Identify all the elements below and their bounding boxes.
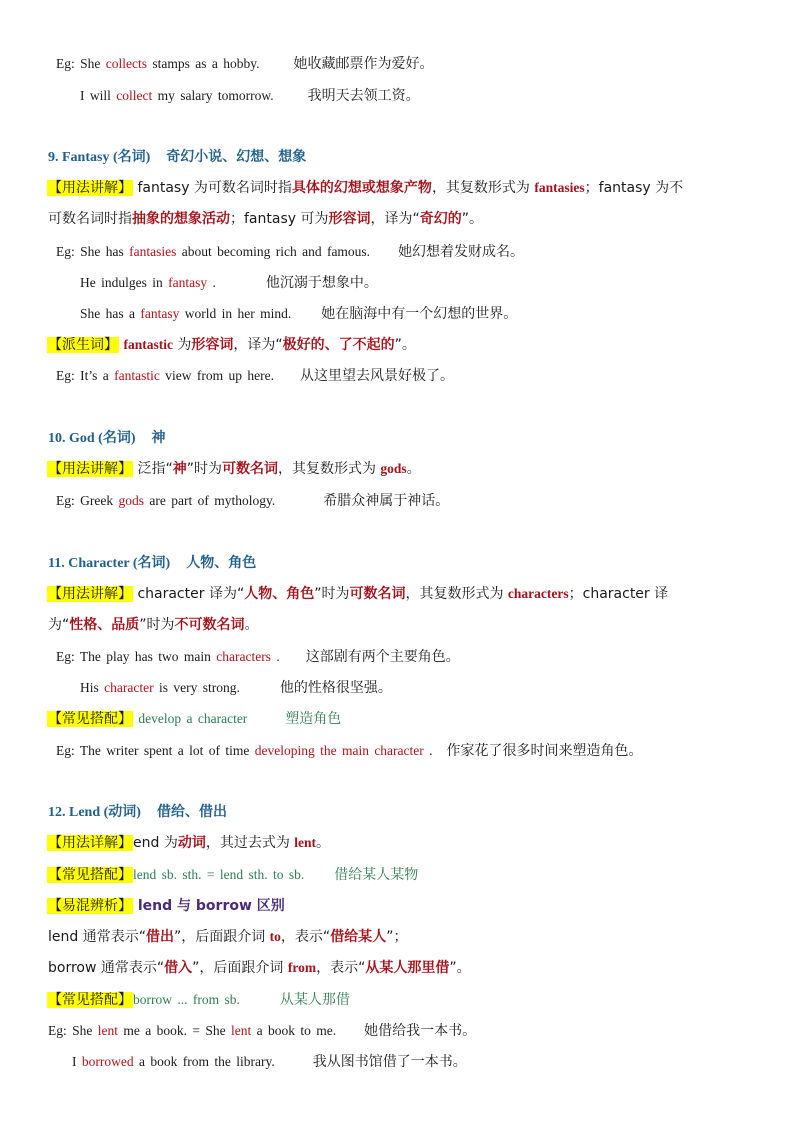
highlight: 从某人那里借 xyxy=(365,960,450,976)
example-en: about becoming rich and famous. xyxy=(176,244,371,259)
example-en: His xyxy=(80,680,105,695)
highlight: 抽象的想象活动 xyxy=(132,211,230,227)
confusable-analysis xyxy=(47,896,285,917)
example-en: are part of mythology. xyxy=(144,493,276,508)
example-sentence xyxy=(56,366,454,387)
common-collocation xyxy=(47,990,350,1011)
example-en: . xyxy=(270,649,280,664)
translation: 他的性格很坚强。 xyxy=(279,680,392,696)
section-heading-fantasy xyxy=(48,147,306,168)
highlight: characters xyxy=(507,586,569,601)
collocation-meaning: 从某人那借 xyxy=(279,992,350,1008)
text: ，其复数形式为 xyxy=(431,180,535,196)
confusable-title: lend 与 borrow 区别 xyxy=(133,898,285,914)
example-sentence xyxy=(56,741,643,762)
usage-explanation xyxy=(47,459,421,480)
example-en: Eg: It’s a xyxy=(56,368,115,383)
example-en: . xyxy=(207,275,216,290)
example-en: world in her mind. xyxy=(179,306,292,321)
usage-tag: 【用法讲解】 xyxy=(48,180,132,196)
highlight: 动词 xyxy=(177,835,206,851)
text: ，其复数形式为 xyxy=(405,586,508,602)
heading-word: 11. Character (名词) xyxy=(48,556,171,571)
highlight: 性格、品质 xyxy=(69,617,140,633)
keyword: lent xyxy=(230,1023,252,1038)
collocation-tag: 【常见搭配】 xyxy=(48,867,132,883)
text: 。 xyxy=(406,461,421,477)
translation: 作家花了很多时间来塑造角色。 xyxy=(446,743,643,759)
usage-explanation xyxy=(48,927,407,948)
example-sentence xyxy=(56,54,433,75)
example-en: me a book. = She xyxy=(118,1023,231,1038)
example-en: . xyxy=(423,743,433,758)
text: ”时为 xyxy=(139,617,175,633)
example-en: Eg: The play has two main xyxy=(56,649,217,664)
collocation-phrase: borrow ... from sb. xyxy=(133,992,240,1007)
derivative-tag: 【派生词】 xyxy=(48,337,118,353)
heading-meaning: 人物、角色 xyxy=(186,555,257,571)
highlight: 奇幻的 xyxy=(419,211,462,227)
example-en: Eg: She xyxy=(56,56,106,71)
common-collocation xyxy=(47,709,341,730)
highlight: 形容词 xyxy=(191,337,234,353)
text: ；fantasy 可为 xyxy=(230,211,329,227)
example-en: Eg: Greek xyxy=(56,493,119,508)
example-en: Eg: She xyxy=(48,1023,98,1038)
example-sentence xyxy=(56,647,460,668)
keyword: character xyxy=(104,680,154,695)
heading-meaning: 奇幻小说、幻想、想象 xyxy=(166,149,307,165)
keyword: gods xyxy=(118,493,144,508)
section-heading-lend xyxy=(48,802,227,823)
example-en: stamps as a hobby. xyxy=(146,56,260,71)
usage-explanation xyxy=(47,584,668,605)
keyword: developing the main character xyxy=(254,743,424,758)
highlight: 借出 xyxy=(145,929,174,945)
usage-explanation xyxy=(47,178,683,199)
highlight: 形容词 xyxy=(328,211,371,227)
example-en: He indulges in xyxy=(80,275,169,290)
collocation-tag: 【常见搭配】 xyxy=(48,992,132,1008)
text: ”。 xyxy=(461,211,484,227)
text: ，其复数形式为 xyxy=(277,461,381,477)
text: 可数名词时指 xyxy=(48,211,132,227)
text: 为“ xyxy=(48,617,70,633)
keyword: characters xyxy=(216,649,271,664)
example-en: is very strong. xyxy=(153,680,240,695)
usage-explanation xyxy=(48,615,259,636)
usage-explanation xyxy=(47,833,330,854)
example-sentence xyxy=(80,273,378,294)
example-en: a book from the library. xyxy=(133,1054,275,1069)
example-sentence xyxy=(48,1021,476,1042)
keyword: collect xyxy=(116,88,153,103)
highlight: 具体的幻想或想象产物 xyxy=(291,180,432,196)
highlight: 可数名词 xyxy=(349,586,406,602)
text: ；fantasy 为不 xyxy=(584,180,684,196)
text: ”时为 xyxy=(314,586,350,602)
translation: 她借给我一本书。 xyxy=(364,1023,477,1039)
text: borrow 通常表示“ xyxy=(48,960,165,976)
keyword: borrowed xyxy=(81,1054,134,1069)
translation: 她在脑海中有一个幻想的世界。 xyxy=(321,306,518,322)
text: character 译为“ xyxy=(133,586,245,602)
translation: 这部剧有两个主要角色。 xyxy=(305,649,460,665)
translation: 从这里望去风景好极了。 xyxy=(299,368,454,384)
translation: 他沉溺于想象中。 xyxy=(265,275,378,291)
usage-explanation xyxy=(48,209,483,230)
example-en: She has a xyxy=(80,306,141,321)
text: 泛指“ xyxy=(133,461,173,477)
section-heading-god xyxy=(48,428,166,449)
example-en: a book to me. xyxy=(251,1023,337,1038)
confusable-tag: 【易混辨析】 xyxy=(48,898,132,914)
text: ”，后面跟介词 xyxy=(173,929,270,945)
keyword: fantasies xyxy=(129,244,177,259)
heading-meaning: 神 xyxy=(151,430,166,446)
text: ，译为“ xyxy=(370,211,420,227)
text: ”时为 xyxy=(186,461,222,477)
collocation-meaning: 借给某人某物 xyxy=(334,867,419,883)
text: ”，后面跟介词 xyxy=(192,960,288,976)
highlight: 借给某人 xyxy=(330,929,387,945)
example-sentence xyxy=(80,678,392,699)
keyword: fantasy xyxy=(140,306,180,321)
text: 为 xyxy=(172,337,192,353)
translation: 她幻想着发财成名。 xyxy=(398,244,525,260)
translation: 我明天去领工资。 xyxy=(307,88,420,104)
highlight: lent xyxy=(294,835,317,850)
text: ，译为“ xyxy=(233,337,283,353)
heading-word: 12. Lend (动词) xyxy=(48,805,141,820)
text: ”。 xyxy=(394,337,416,353)
keyword: lent xyxy=(97,1023,118,1038)
collocation-phrase: lend sb. sth. = lend sth. to sb. xyxy=(133,867,305,882)
highlight: fantastic xyxy=(123,337,173,352)
translation: 我从图书馆借了一本书。 xyxy=(312,1054,467,1070)
text: ，其过去式为 xyxy=(205,835,295,851)
example-sentence xyxy=(80,304,517,325)
highlight: 极好的、了不起的 xyxy=(282,337,395,353)
usage-tag: 【用法讲解】 xyxy=(48,461,132,477)
highlight: 神 xyxy=(172,461,187,477)
text: ”； xyxy=(386,929,408,945)
example-en: I will xyxy=(80,88,117,103)
text: ”。 xyxy=(449,960,471,976)
collocation-tag: 【常见搭配】 xyxy=(48,711,132,727)
text: 。 xyxy=(316,835,331,851)
example-en: Eg: She has xyxy=(56,244,130,259)
example-sentence xyxy=(72,1052,467,1073)
heading-meaning: 借给、借出 xyxy=(156,804,227,820)
derivative-word xyxy=(47,335,416,356)
example-en: my salary tomorrow. xyxy=(152,88,274,103)
highlight: 人物、角色 xyxy=(244,586,315,602)
heading-word: 10. God (名词) xyxy=(48,431,136,446)
example-sentence xyxy=(56,242,524,263)
text: ；character 译 xyxy=(568,586,669,602)
example-en: I xyxy=(72,1054,82,1069)
example-sentence xyxy=(80,86,420,107)
highlight: 可数名词 xyxy=(221,461,278,477)
keyword: fantasy xyxy=(168,275,208,290)
example-sentence xyxy=(56,491,449,512)
text: ，表示“ xyxy=(316,960,366,976)
highlight: 不可数名词 xyxy=(174,617,245,633)
common-collocation xyxy=(47,865,418,886)
text: ，表示“ xyxy=(280,929,331,945)
collocation-meaning: 塑造角色 xyxy=(285,711,342,727)
translation: 她收藏邮票作为爱好。 xyxy=(293,56,434,72)
text: lend 通常表示“ xyxy=(48,929,146,945)
highlight: from xyxy=(287,960,317,975)
collocation-phrase: develop a character xyxy=(133,711,248,726)
usage-tag: 【用法讲解】 xyxy=(48,586,132,602)
section-heading-character xyxy=(48,553,256,574)
text: 。 xyxy=(244,617,259,633)
text: end 为 xyxy=(133,835,178,851)
highlight: gods xyxy=(380,461,407,476)
heading-word: 9. Fantasy (名词) xyxy=(48,150,151,165)
text: fantasy 为可数名词时指 xyxy=(133,180,292,196)
highlight: fantasies xyxy=(534,180,585,195)
example-en: view from up here. xyxy=(159,368,274,383)
keyword: fantastic xyxy=(114,368,160,383)
usage-explanation xyxy=(48,958,471,979)
usage-tag: 【用法详解】 xyxy=(48,835,132,851)
translation: 希腊众神属于神话。 xyxy=(323,493,450,509)
highlight: 借入 xyxy=(164,960,193,976)
highlight: to xyxy=(269,929,281,944)
example-en: Eg: The writer spent a lot of time xyxy=(56,743,255,758)
keyword: collects xyxy=(105,56,147,71)
